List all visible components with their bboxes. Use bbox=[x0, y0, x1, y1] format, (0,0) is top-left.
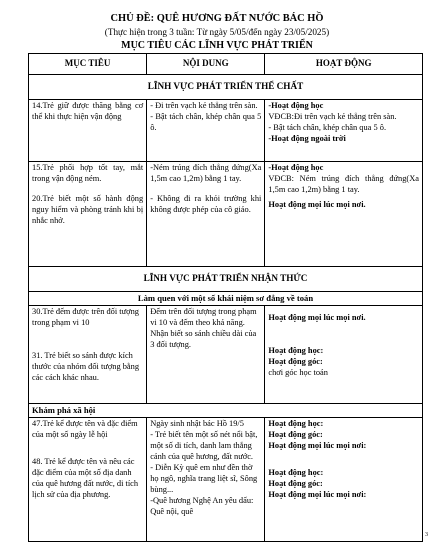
goal-text: 47.Trẻ kể được tên và đặc điểm của một số ngày lễ hội bbox=[32, 419, 138, 440]
activity-heading: Hoạt động học: bbox=[268, 468, 324, 478]
page-number: 3 bbox=[425, 532, 428, 538]
activity-heading: -Hoạt động học bbox=[268, 101, 324, 110]
goal-text: 48. Trẻ kể được tên và nêu các đặc điểm của một số địa danh của quê hương đất nước, di tích lịch sử của địa phương. bbox=[32, 457, 139, 499]
activity-heading: Hoạt động góc: bbox=[268, 357, 323, 367]
activity-text: VĐCB: Ném trúng đích thẳng đứng(Xa 1,5m cao 1,2m) bằng 1 tay. bbox=[268, 173, 419, 194]
activity-heading: -Hoạt động ngoài trời bbox=[268, 133, 346, 143]
activity-text: chơi góc học toán bbox=[268, 367, 328, 377]
goal-cell bbox=[29, 418, 147, 542]
activity-heading: Hoạt động mọi lúc mọi nơi: bbox=[268, 489, 367, 499]
content-cell bbox=[147, 100, 265, 162]
goals-table bbox=[28, 53, 423, 542]
content-cell bbox=[147, 418, 265, 542]
activity-heading: Hoạt động mọi lúc mọi nơi. bbox=[268, 199, 366, 209]
content-text: Ngày sinh nhật bác Hồ 19/5 bbox=[150, 419, 244, 429]
content-text: - Đi trên vạch kẻ thẳng trên sàn. bbox=[150, 101, 258, 110]
subsection-title-society: Khám phá xã hội bbox=[29, 404, 423, 418]
subsection-row-society bbox=[29, 404, 423, 418]
content-text: Nhận biết so sánh chiều dài của 3 đối tượng. bbox=[150, 329, 257, 349]
table-row bbox=[29, 418, 423, 542]
activity-cell bbox=[265, 100, 423, 162]
activity-heading: Hoạt động học: bbox=[268, 419, 324, 429]
content-text: - Bật tách chân, khép chân qua 5 ô. bbox=[150, 111, 262, 132]
document-heading: MỤC TIÊU CÁC LĨNH VỰC PHÁT TRIỂN bbox=[121, 40, 313, 51]
activity-heading: Hoạt động mọi lúc mọi nơi: bbox=[268, 441, 367, 451]
goal-cell bbox=[29, 306, 147, 404]
goal-text: 15.Trẻ phối hợp tốt tay, mắt trong vận động ném. bbox=[32, 163, 144, 183]
activity-cell bbox=[265, 162, 423, 267]
subsection-title-math: Làm quen với một số khái niệm sơ đẳng về toán bbox=[29, 292, 423, 306]
content-text: - Diễn Kỳ quê em như đền thờ họ ngô, nghĩa trang liệt sĩ, Sông bùng... bbox=[150, 463, 258, 494]
activity-cell bbox=[265, 306, 423, 404]
table-row bbox=[29, 162, 423, 267]
goal-cell bbox=[29, 162, 147, 267]
content-text: Đếm trên đối tượng trong phạm vi 10 và đếm theo khả năng. bbox=[150, 307, 257, 328]
section-row-cognitive bbox=[29, 267, 423, 292]
table-row bbox=[29, 306, 423, 404]
content-text: - Trẻ biết tên một số nét nổi bật, một số di tích, danh lam thắng cảnh của quê hương, đất nước. bbox=[150, 430, 258, 462]
content-text: - Không đi ra khỏi trường khi không được phép của cô giáo. bbox=[150, 193, 262, 214]
activity-heading: Hoạt động góc: bbox=[268, 430, 323, 440]
activity-cell bbox=[265, 418, 423, 542]
section-title-cognitive: LĨNH VỰC PHÁT TRIỂN NHẬN THỨC bbox=[29, 267, 423, 292]
content-text: -Quê hương Nghệ An yêu dấu: Quê nội, quê bbox=[150, 495, 254, 516]
content-text: -Ném trúng đích thẳng đứng(Xa 1,5m cao 1,2m) bằng 1 tay. bbox=[150, 163, 262, 183]
document-subtitle: (Thực hiện trong 3 tuần: Từ ngày 5/05/đến ngày 23/05/2025) bbox=[104, 27, 330, 37]
activity-heading: Hoạt động góc: bbox=[268, 479, 323, 489]
section-title-physical: LĨNH VỰC PHÁT TRIỂN THỂ CHẤT bbox=[29, 75, 423, 100]
content-cell bbox=[147, 162, 265, 267]
subsection-row-math bbox=[29, 292, 423, 306]
table-row bbox=[29, 100, 423, 162]
goal-text: 31. Trẻ biết so sánh được kích thước của nhóm đối tượng bằng các cách khác nhau. bbox=[32, 351, 140, 382]
activity-heading: Hoạt động học: bbox=[268, 346, 324, 356]
goal-text: 14.Trẻ giữ được thăng bằng cơ thể khi thực hiện vận động bbox=[32, 101, 144, 121]
activity-heading: Hoạt động mọi lúc mọi nơi. bbox=[268, 313, 366, 323]
activity-text: VĐCB:Đi trên vạch kẻ thẳng trên sàn. bbox=[268, 111, 397, 121]
goal-cell bbox=[29, 100, 147, 162]
goal-text: 30.Trẻ đếm được trên đối tượng trong phạm vi 10 bbox=[32, 307, 139, 328]
section-row-physical bbox=[29, 75, 423, 100]
table-header-row bbox=[29, 54, 423, 75]
column-header-content: NỘI DUNG bbox=[147, 54, 265, 75]
activity-heading: -Hoạt động học bbox=[268, 163, 324, 172]
activity-text: - Bật tách chân, khép chân qua 5 ô. bbox=[268, 122, 387, 132]
column-header-goal: MỤC TIÊU bbox=[29, 54, 147, 75]
content-cell bbox=[147, 306, 265, 404]
goal-text: 20.Trẻ biết một số hành động nguy hiểm và phòng tránh khi bị nhắc nhở. bbox=[32, 193, 144, 225]
column-header-activity: HOẠT ĐỘNG bbox=[265, 54, 423, 75]
document-title: CHỦ ĐỀ: QUÊ HƯƠNG ĐẤT NƯỚC BÁC HỒ bbox=[110, 13, 324, 24]
